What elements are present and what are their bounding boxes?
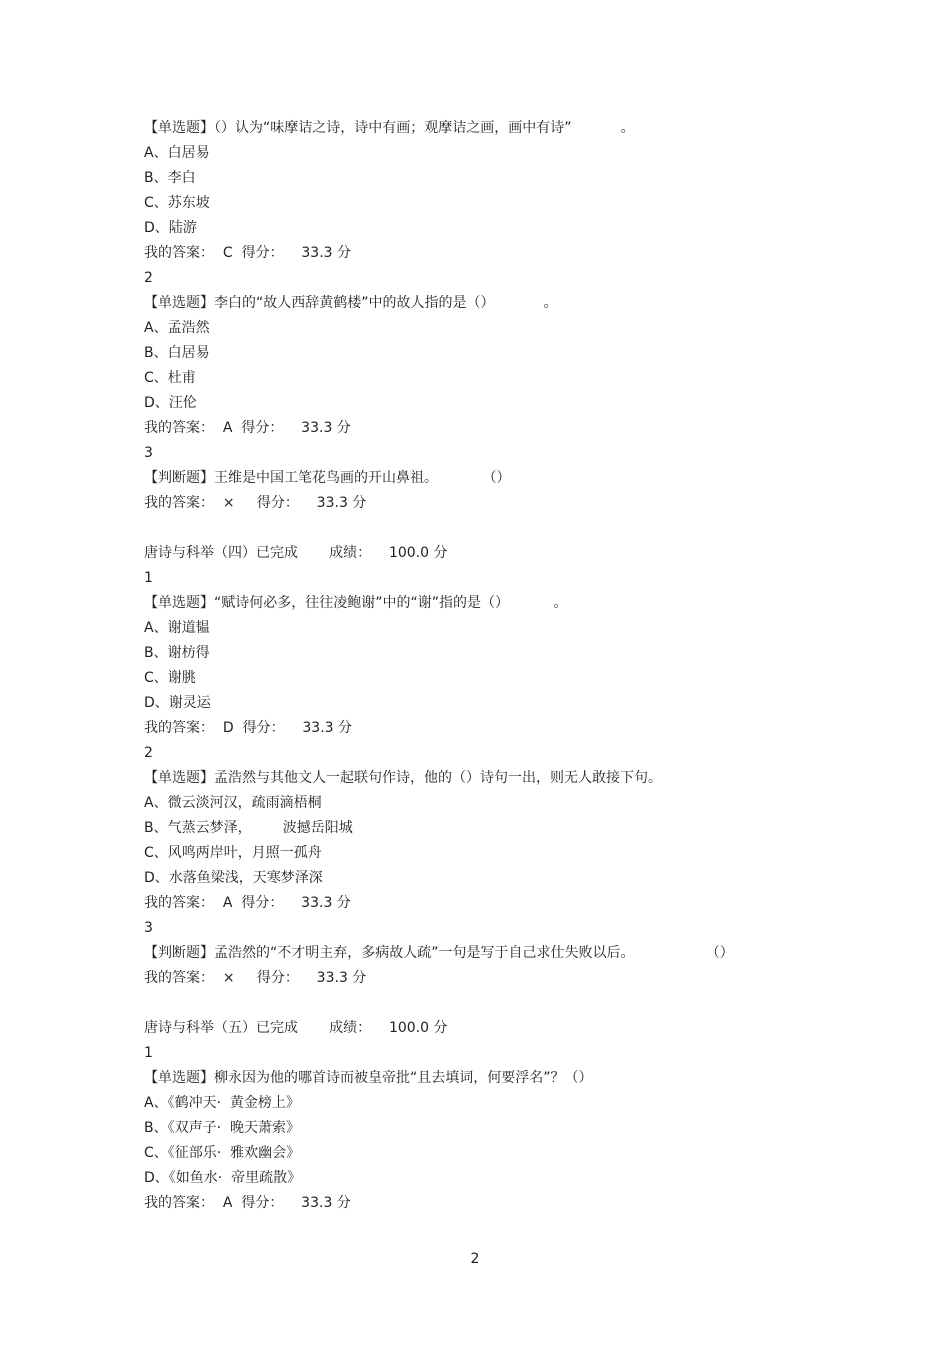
option-b: B、谢枋得	[144, 645, 210, 661]
option-a: A、白居易	[144, 145, 210, 161]
option-d: D、谢灵运	[144, 695, 211, 711]
question-text: 【单选题】“赋诗何必多，往往凌鲍谢”中的“谢”指的是（） 。	[144, 595, 568, 611]
option-d: D、汪伦	[144, 395, 197, 411]
option-b: B、《双声子· 晚天萧索》	[144, 1120, 300, 1136]
option-b: B、气蒸云梦泽， 波撼岳阳城	[144, 820, 353, 836]
question-text: 【单选题】（）认为“味摩诘之诗，诗中有画；观摩诘之画，画中有诗” 。	[144, 120, 635, 136]
option-d: D、陆游	[144, 220, 197, 236]
question-number: 3	[144, 920, 153, 936]
section-title: 唐诗与科举（五）已完成 成绩： 100.0 分	[144, 1020, 448, 1036]
question-number: 2	[144, 745, 153, 761]
answer-line: 我的答案： A 得分： 33.3 分	[144, 895, 351, 911]
section-gap	[144, 516, 824, 541]
section-gap	[144, 991, 824, 1016]
quiz-content	[144, 116, 824, 1216]
question-text: 【单选题】孟浩然与其他文人一起联句作诗，他的（）诗句一出，则无人敢接下句。	[144, 770, 662, 786]
option-c: C、谢朓	[144, 670, 196, 686]
answer-line: 我的答案： A 得分： 33.3 分	[144, 420, 351, 436]
option-b: B、李白	[144, 170, 196, 186]
option-a: A、《鹤冲天· 黄金榜上》	[144, 1095, 300, 1111]
option-b: B、白居易	[144, 345, 210, 361]
option-a: A、孟浩然	[144, 320, 210, 336]
question-number: 2	[144, 270, 153, 286]
page-number: 2	[470, 1251, 480, 1267]
option-c: C、杜甫	[144, 370, 196, 386]
question-number: 1	[144, 570, 153, 586]
question-number: 1	[144, 1045, 153, 1061]
option-c: C、《征部乐· 雅欢幽会》	[144, 1145, 301, 1161]
option-c: C、苏东坡	[144, 195, 210, 211]
answer-line: 我的答案： × 得分： 33.3 分	[144, 495, 367, 511]
question-text: 【判断题】孟浩然的“不才明主弃，多病故人疏”一句是写于自己求仕失败以后。 （）	[144, 945, 734, 961]
answer-line: 我的答案： A 得分： 33.3 分	[144, 1195, 351, 1211]
option-c: C、风鸣两岸叶，月照一孤舟	[144, 845, 322, 861]
answer-line: 我的答案： C 得分： 33.3 分	[144, 245, 351, 261]
question-text: 【判断题】王维是中国工笔花鸟画的开山鼻祖。 （）	[144, 470, 511, 486]
question-number: 3	[144, 445, 153, 461]
option-a: A、谢道韫	[144, 620, 210, 636]
question-text: 【单选题】李白的“故人西辞黄鹤楼”中的故人指的是（） 。	[144, 295, 558, 311]
answer-line: 我的答案： D 得分： 33.3 分	[144, 720, 353, 736]
question-text: 【单选题】柳永因为他的哪首诗而被皇帝批“且去填词，何要浮名”？（）	[144, 1070, 593, 1086]
option-a: A、微云淡河汉，疏雨滴梧桐	[144, 795, 322, 811]
option-d: D、水落鱼梁浅，天寒梦泽深	[144, 870, 323, 886]
answer-line: 我的答案： × 得分： 33.3 分	[144, 970, 367, 986]
section-title: 唐诗与科举（四）已完成 成绩： 100.0 分	[144, 545, 448, 561]
option-d: D、《如鱼水· 帝里疏散》	[144, 1170, 302, 1186]
